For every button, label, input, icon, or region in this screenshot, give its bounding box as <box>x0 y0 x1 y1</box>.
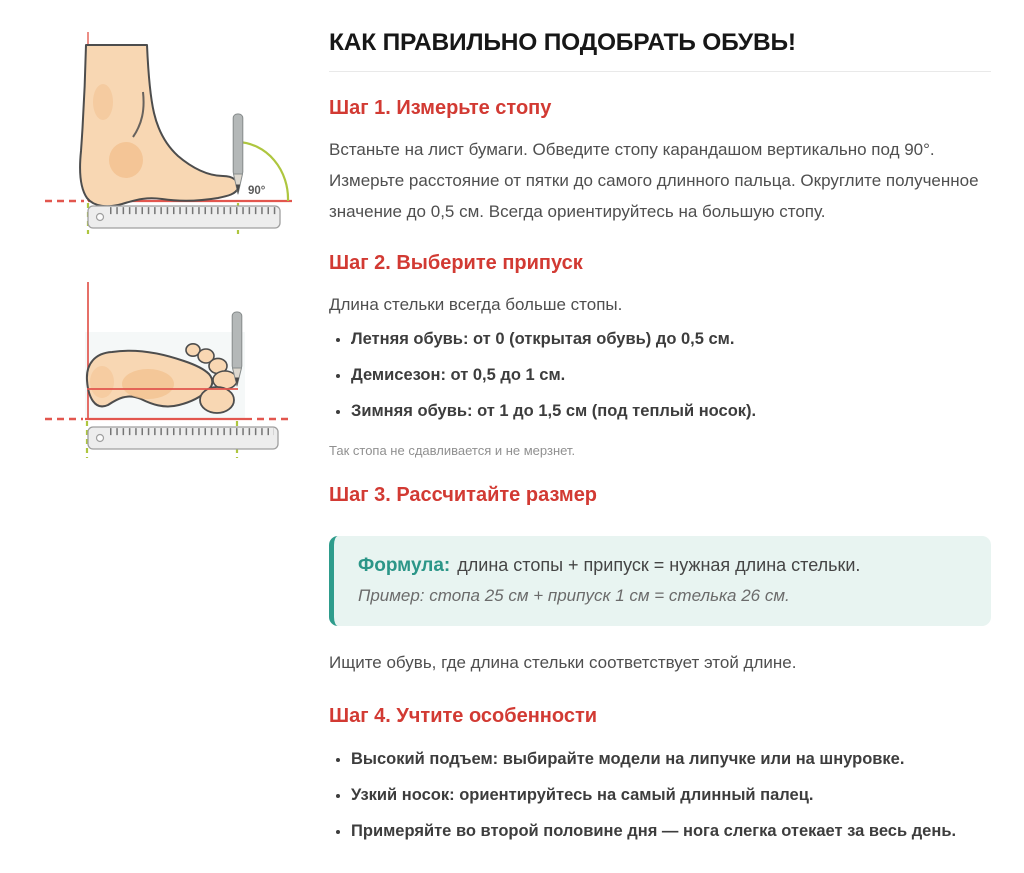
step-3-heading: Шаг 3. Рассчитайте размер <box>329 484 598 506</box>
ruler-icon <box>88 427 278 449</box>
formula-example: Пример: стопа 25 см + припуск 1 см = стелька 26 см. <box>358 586 790 605</box>
formula-label: Формула: <box>358 555 451 576</box>
angle-label: 90° <box>248 185 266 197</box>
step-3-after-text: Ищите обувь, где длина стельки соответствует этой длине. <box>329 653 797 672</box>
list-item: • Узкий носок: ориентируйтесь на самый длинный палец. <box>351 777 991 813</box>
formula-line <box>358 551 967 580</box>
step-3-section <box>329 482 991 677</box>
ruler-icon <box>88 206 280 228</box>
step-2-section <box>329 250 991 459</box>
foot-top-measure-illustration <box>30 272 322 468</box>
step-1-section <box>329 95 991 227</box>
step-2-heading: Шаг 2. Выберите припуск <box>329 252 583 274</box>
list-item: • Высокий подъем: выбирайте модели на липучке или на шнуровке. <box>351 741 991 777</box>
step-1-paragraph: Встаньте на лист бумаги. Обведите стопу карандашом вертикально под 90°. Измерьте расстояние от пятки до самого длинного пальца. Округлите полученное значение до 0,5 см. Всегда ориентируйтесь на большую стопу. <box>329 140 979 221</box>
illustration-column <box>30 18 322 478</box>
page-title: КАК ПРАВИЛЬНО ПОДОБРАТЬ ОБУВЬ! <box>329 29 796 56</box>
foot-side-measure-illustration <box>30 18 322 250</box>
formula-text: длина стопы + припуск = нужная длина стельки. <box>457 555 861 575</box>
list-item: • Летняя обувь: от 0 (открытая обувь) до 0,5 см. <box>351 321 991 357</box>
article <box>329 28 991 849</box>
list-item: • Зимняя обувь: от 1 до 1,5 см (под теплый носок). <box>351 393 991 429</box>
step-4-heading: Шаг 4. Учтите особенности <box>329 705 598 727</box>
foot-side-shape <box>80 45 238 206</box>
fit-tips-list <box>329 741 991 849</box>
step-2-lead: Длина стельки всегда больше стопы. <box>329 295 623 314</box>
formula-callout <box>329 536 991 626</box>
allowance-list <box>329 321 991 429</box>
step-1-heading: Шаг 1. Измерьте стопу <box>329 97 552 119</box>
list-item: • Демисезон: от 0,5 до 1 см. <box>351 357 991 393</box>
list-item: • Примеряйте во второй половине дня — нога слегка отекает за весь день. <box>351 813 991 849</box>
foot-top-shape <box>87 344 237 413</box>
step-2-note: Так стопа не сдавливается и не мерзнет. <box>329 443 576 458</box>
title-divider <box>329 71 991 72</box>
step-4-section <box>329 703 991 849</box>
